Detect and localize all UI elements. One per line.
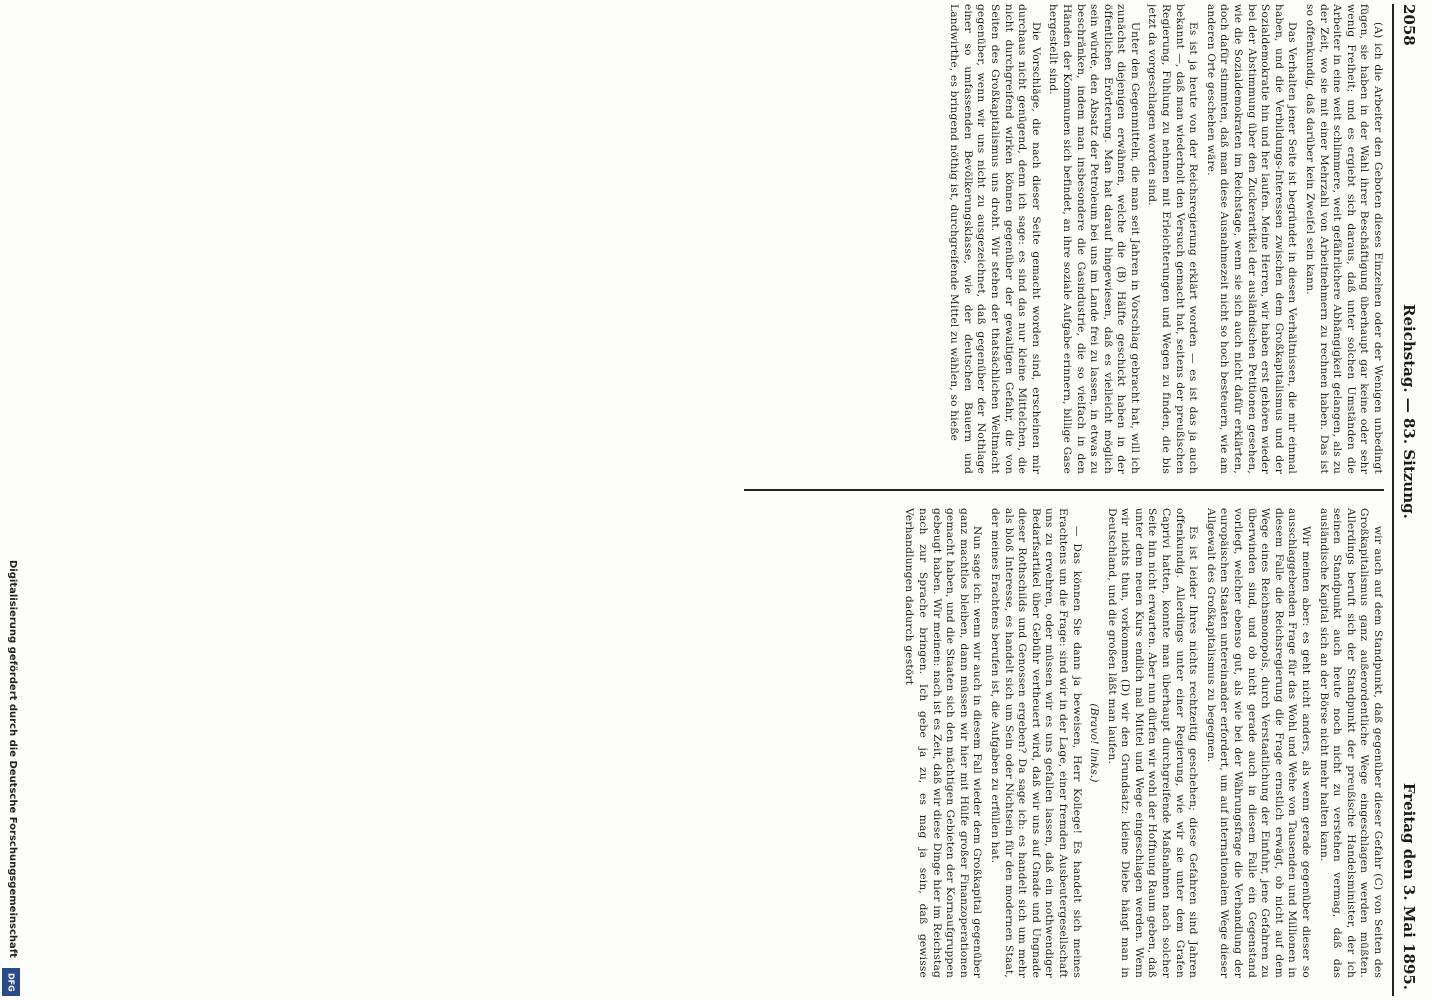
left-paragraph: Das Verhalten jener Seite ist begründet in diesen Verhältnissen, die mir einmal haben, und die Verbildungs-Interessen zwischen dem Großkapitalismus und der Sozialdemokratie hin und her laufen. Meine Herren, wir haben erst gehören wieder bei der Abstimmung über den Zuckerartikel der ausländischen Petitionen gesehen, wie die Sozialdemokraten im Reichstage, wenn sie sich auch nicht dafür erklärten, doch dafür stimmten, daß man diese Ausnahmezeit nicht so hoch besteuern, wie am anderen Orte geschehen wäre. [1204,4,1299,474]
column-divider [744,489,1384,491]
right-paragraph: wir auch auf dem Standpunkt, daß gegenüber dieser Gefahr (C) von Seiten des Großkapitalismus ganz außerordentliche Wege eingeschlagen werden müßten. Allerdings beruft sich der Standpunkt der preußische Handelsminister, der ich seinen Standpunkt auch heute noch nicht zu verstehen vermag, daß das ausländische Kapital sich an der Börse nicht mehr halten kann. [1317,508,1384,978]
page-number: 2058 [1400,4,1418,46]
right-paragraph: Wir meinen aber: es geht nicht anders, als wenn gerade gegenüber dieser so ausschlaggebenden Frage für das Wohl und Wehe von Tausenden und Millionen in diesem Falle die Reichsregierung die Frage ernstlich erwägt, ob nicht auf dem Wege eines Reichsmonopols, durch Verstaatlichung der Einfuhr, jene Gefahren zu überwinden sind, und ob nicht gerade auch in diesem Falle ein Gegenstand vorliegt, welcher ebenso gut, als wie bei der Währungsfrage die Verhandlung der europäischen Staaten untereinander erfordert, um auf internationalem Wege dieser Allgewalt des Großkapitalismus zu begegnen. [1204,508,1313,978]
right-paragraph: — Das können Sie dann ja beweisen, Herr Kollege! Es handelt sich meines Erachtens um die Frage: sind wir in der Lage, einer fremden Ausbeutergesellschaft uns zu erwehren, oder müssen wir es uns gefallen lassen, daß ein nothwendiger Bedarfsartikel über Gebühr vertheuert wird, daß wir uns auf Gnade und Ungnade dieser Rothschilds und Genossen ergeben? Da sage ich: es handelt sich um mehr als bloß Interesse, es handelt sich um Sein oder Nichtsein für den modernen Staat, der meines Erachtens berufen ist, die Aufgaben zu erfüllen hat. [988,508,1083,978]
right-column [744,508,1384,978]
dfg-logo: DFG [2,968,20,996]
header-title: Reichstag. — 83. Sitzung. [1400,304,1418,519]
right-paragraph: Es ist leider Ihres nichts rechtzeitig geschehen; diese Gefahren sind Jahren offenkundig. Allerdings unter einer Regierung, wie wir sie unter dem Grafen Caprivi hatten, konnte man überhaupt durchgreifende Maßnahmen nach solcher Seite hin nicht erwarten. Aber nun dürfen wir wohl der Hoffnung Raum geben, daß unter dem neuen Kurs endlich mal Mittel und Wege eingeschlagen werden. Wenn wir nichts thun, vorkommen (D) wir den Grundsatz: kleine Diebe hängt man in Deutschland, und die großen läßt man laufen. [1105,508,1200,978]
header-date: Freitag den 3. Mai 1895. [1400,782,1418,990]
digitization-note: Digitalisierung gefördert durch die Deutsche Forschungsgemeinschaft [7,560,18,958]
left-paragraph: (A) ich die Arbeiter den Geboten dieses Einzelnen oder der Wenigen unbedingt fügen, sie haben in der Wahl ihrer Beschäftigung überhaupt gar keine oder sehr wenig Freiheit; und es ergiebt sich daraus, daß unter solchen Umständen die Arbeiter in eine weit schlimmere, weit gefährlichere Abhängigkeit gelangen, als zu der Zeit, wo sie mit einer Mehrzahl von Arbeitnehmern zu rechnen haben. Das ist so offenkundig, daß darüber kein Zweifel sein kann. [1304,4,1384,474]
header-rule [1392,4,1394,996]
right-paragraph: Nun sage ich: wenn wir auch in diesem Fall wieder dem Großkapital gegenüber ganz machtlos bleiben, dann müssen wir hier mit Hülfe großer Finanzoperationen gemacht haben, und die Staaten sich den mächtigen Gebieten der Kornaufgruppen gebeugt haben. Wir meinen: nach ist es Zeit, daß wir diese Dinge hier im Reichstag nach zur Sprache bringen. Ich gebe ja zu, es mag ja sein, daß gewisse Verhandlungen dadurch gestört [903,508,984,978]
left-paragraph: Unter den Gegenmitteln, die man seit Jahren in Vorschlag gebracht hat, will ich zunächst diejenigen erwähnen, welche die (B) Hälfte geschickt haben in der öffentlichen Erörterung. Man hat darauf hingewiesen, daß es vielleicht möglich sein würde, den Absatz der Petroleum bei uns im Lande frei zu lassen, in etwas zu beschränken, indem man insbesondere die Gasindustrie, die so vielfach in den Händen der Kommunen sich befindet, an ihre soziale Aufgabe erinnern, billige Gase hergestellt sind. [1047,4,1141,474]
rotated-text-frame [24,4,1424,996]
digitization-footer [2,560,22,1000]
left-paragraph: Es ist ja heute von der Reichsregierung erklärt worden — es ist das ja auch bekannt —, daß man wiederholt den Versuch gemacht hat, seitens der preußischen Regierung, Fühlung zu nehmen mit Erleichterungen und Wegen zu finden, die bis jetzt da vorgeschlagen worden sind. [1146,4,1200,474]
left-paragraph: Die Vorschläge, die nach dieser Seite gemacht worden sind, erscheinen mir durchaus nicht genügend, denn ich sage: es sind das nur kleine Mittelchen, die nicht durchgreifend wirken können gegenüber der gewaltigen Gefahr, die von Seiten des Großkapitalismus uns droht. Wir stehen der thatsächlichen Weltmacht gegenüber, wenn wir uns nicht zu ausgezeichnet, daß gegenüber der Nothlage einer so umfassenden Bevölkerungsklasse, wie der deutschen Bauern und Landwirthe, es bringend nöthig ist, durchgreifende Mittel zu wählen, so hieße [948,4,1042,474]
bravo-remark: (Bravo! links.) [1088,703,1101,783]
left-column [744,4,1384,474]
